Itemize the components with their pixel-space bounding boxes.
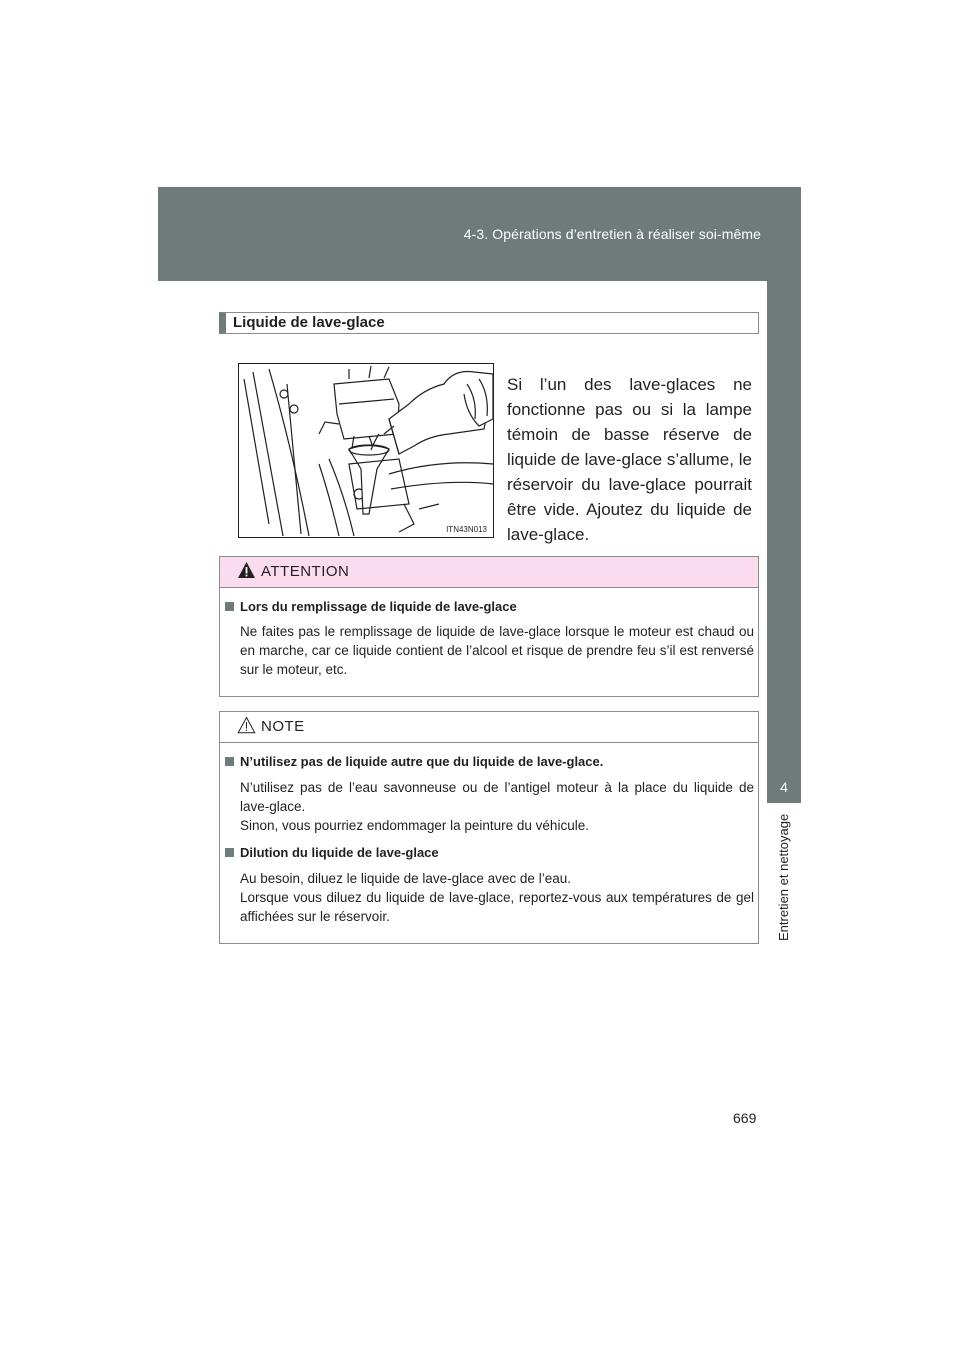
warning-triangle-icon — [237, 561, 256, 579]
note-item-body: N’utilisez pas de l’eau savonneuse ou de l’antigel moteur à la place du liquide de lave-glace. Sinon, vous pourriez endommager la peinture du véhicule. — [240, 780, 754, 833]
square-bullet-icon — [225, 757, 234, 766]
note-item-title: N’utilisez pas de liquide autre que du liquide de lave-glace. — [225, 754, 603, 769]
page-number: 669 — [733, 1110, 757, 1126]
attention-item-body: Ne faites pas le remplissage de liquide de lave-glace lorsque le moteur est chaud ou en marche, car ce liquide contient de l’alcool et risque de prendre feu s’il est renversé sur le moteur, etc. — [240, 624, 754, 677]
square-bullet-icon — [225, 848, 234, 857]
illustration-code: ITN43N013 — [446, 525, 487, 534]
side-tab-label: Entretien et nettoyage — [776, 813, 791, 941]
attention-label: ATTENTION — [261, 563, 350, 580]
attention-box — [219, 556, 759, 697]
note-item-title: Dilution du liquide de lave-glace — [225, 845, 439, 860]
section-heading: Liquide de lave-glace — [219, 312, 759, 334]
note-item-body: Au besoin, diluez le liquide de lave-glace avec de l’eau. Lorsque vous diluez du liquide de lave-glace, reportez-vous aux températures de gel affichées sur le réservoir. — [240, 871, 754, 924]
attention-item-title: Lors du remplissage de liquide de lave-glace — [225, 599, 517, 614]
chapter-title: 4-3. Opérations d’entretien à réaliser soi-même — [463, 226, 761, 242]
attention-header — [220, 557, 758, 588]
note-box — [219, 711, 759, 944]
caution-triangle-icon — [237, 716, 256, 734]
intro-paragraph: Si l’un des lave-glaces ne fonctionne pas ou si la lampe témoin de basse réserve de liquide de lave-glace s’allume, le réservoir du lave-glace pourrait être vide. Ajoutez du liquide de lave-glace. — [507, 375, 752, 544]
illustration — [238, 363, 494, 538]
washer-fluid-illustration — [239, 364, 493, 537]
note-label: NOTE — [261, 718, 305, 735]
square-bullet-icon — [225, 602, 234, 611]
side-tab-number: 4 — [780, 779, 788, 795]
note-header — [220, 712, 758, 743]
chapter-header-band — [158, 187, 801, 281]
